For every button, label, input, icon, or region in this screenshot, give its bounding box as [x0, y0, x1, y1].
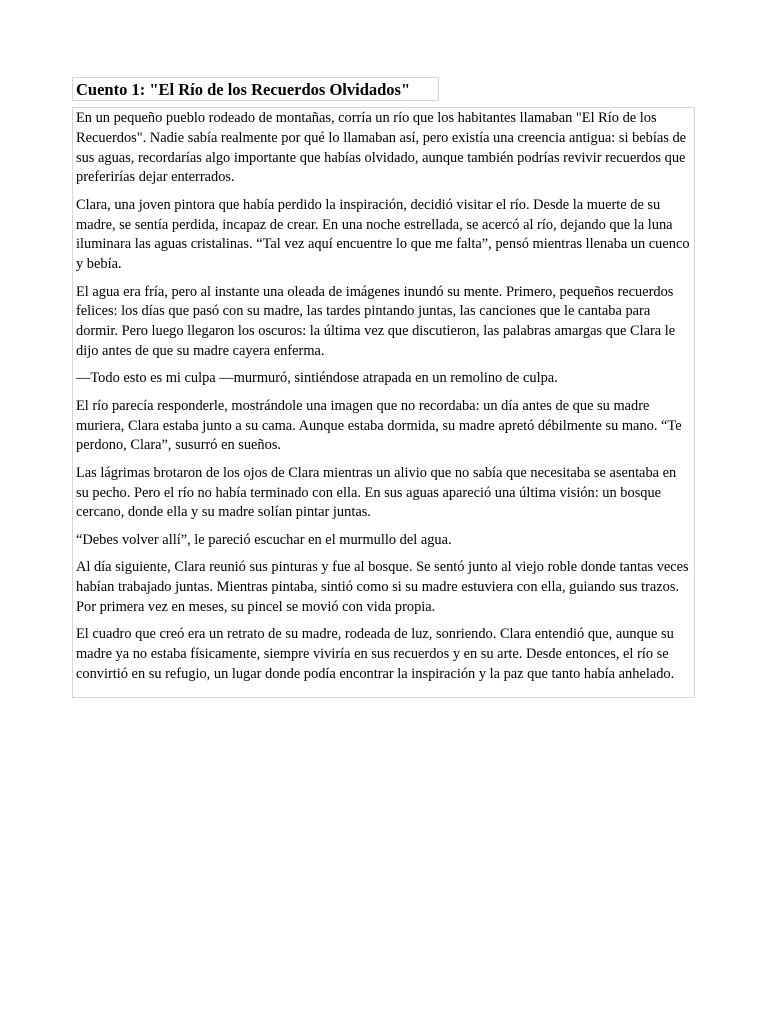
story-paragraph: El río parecía responderle, mostrándole una imagen que no recordaba: un día antes de que su madre muriera, Clara estaba junto a su cama. Aunque estaba dormida, su madre apretó débilmente su mano. “Te perdono, Clara”, susurró en sueños.: [76, 397, 682, 454]
story-paragraph: “Debes volver allí”, le pareció escuchar en el murmullo del agua.: [76, 531, 452, 548]
story-body: [72, 107, 695, 698]
story-title-box: [72, 77, 439, 101]
story-paragraph: El agua era fría, pero al instante una oleada de imágenes inundó su mente. Primero, pequeños recuerdos felices: los días que pasó con su madre, las tardes pintando juntas, las canciones que le cantaba para dormir. Pero luego llegaron los oscuros: la última vez que discutieron, las palabras amargas que Clara le dijo antes de que su madre cayera enferma.: [76, 283, 676, 359]
story-paragraph: El cuadro que creó era un retrato de su madre, rodeada de luz, sonriendo. Clara entendió que, aunque su madre ya no estaba físicamente, siempre viviría en sus recuerdos y en su arte. Desde entonces, el río se convirtió en su refugio, un lugar donde podía encontrar la inspiración y la paz que tanto había anhelado.: [76, 626, 675, 682]
story-paragraph: Las lágrimas brotaron de los ojos de Clara mientras un alivio que no sabía que necesitaba se asentaba en su pecho. Pero el río no había terminado con ella. En sus aguas apareció una última visión: un bosque cercano, donde ella y su madre solían pintar juntas.: [76, 464, 677, 521]
story-paragraph: En un pequeño pueblo rodeado de montañas, corría un río que los habitantes llamaban "El Río de los Recuerdos". Nadie sabía realmente por qué lo llamaban así, pero existía una creencia antigua: si bebías de sus aguas, recordarías algo importante que habías olvidado, aunque también podrías revivir recuerdos que preferirías dejar enterrados.: [76, 110, 687, 186]
story-paragraph: Al día siguiente, Clara reunió sus pinturas y fue al bosque. Se sentó junto al viejo roble donde tantas veces habían trabajado juntas. Mientras pintaba, sintió como si su madre estuviera con ella, guiando sus trazos. Por primera vez en meses, su pincel se movió con vida propia.: [76, 559, 689, 615]
story-paragraph: —Todo esto es mi culpa —murmuró, sintiéndose atrapada en un remolino de culpa.: [76, 370, 558, 387]
story-title: Cuento 1: "El Río de los Recuerdos Olvidados": [76, 80, 411, 99]
story-paragraph: Clara, una joven pintora que había perdido la inspiración, decidió visitar el río. Desde la muerte de su madre, se sentía perdida, incapaz de crear. En una noche estrellada, se acercó al río, dejando que la luna iluminara las aguas cristalinas. “Tal vez aquí encuentre lo que me falta”, pensó mientras llenaba un cuenco y bebía.: [76, 196, 690, 273]
